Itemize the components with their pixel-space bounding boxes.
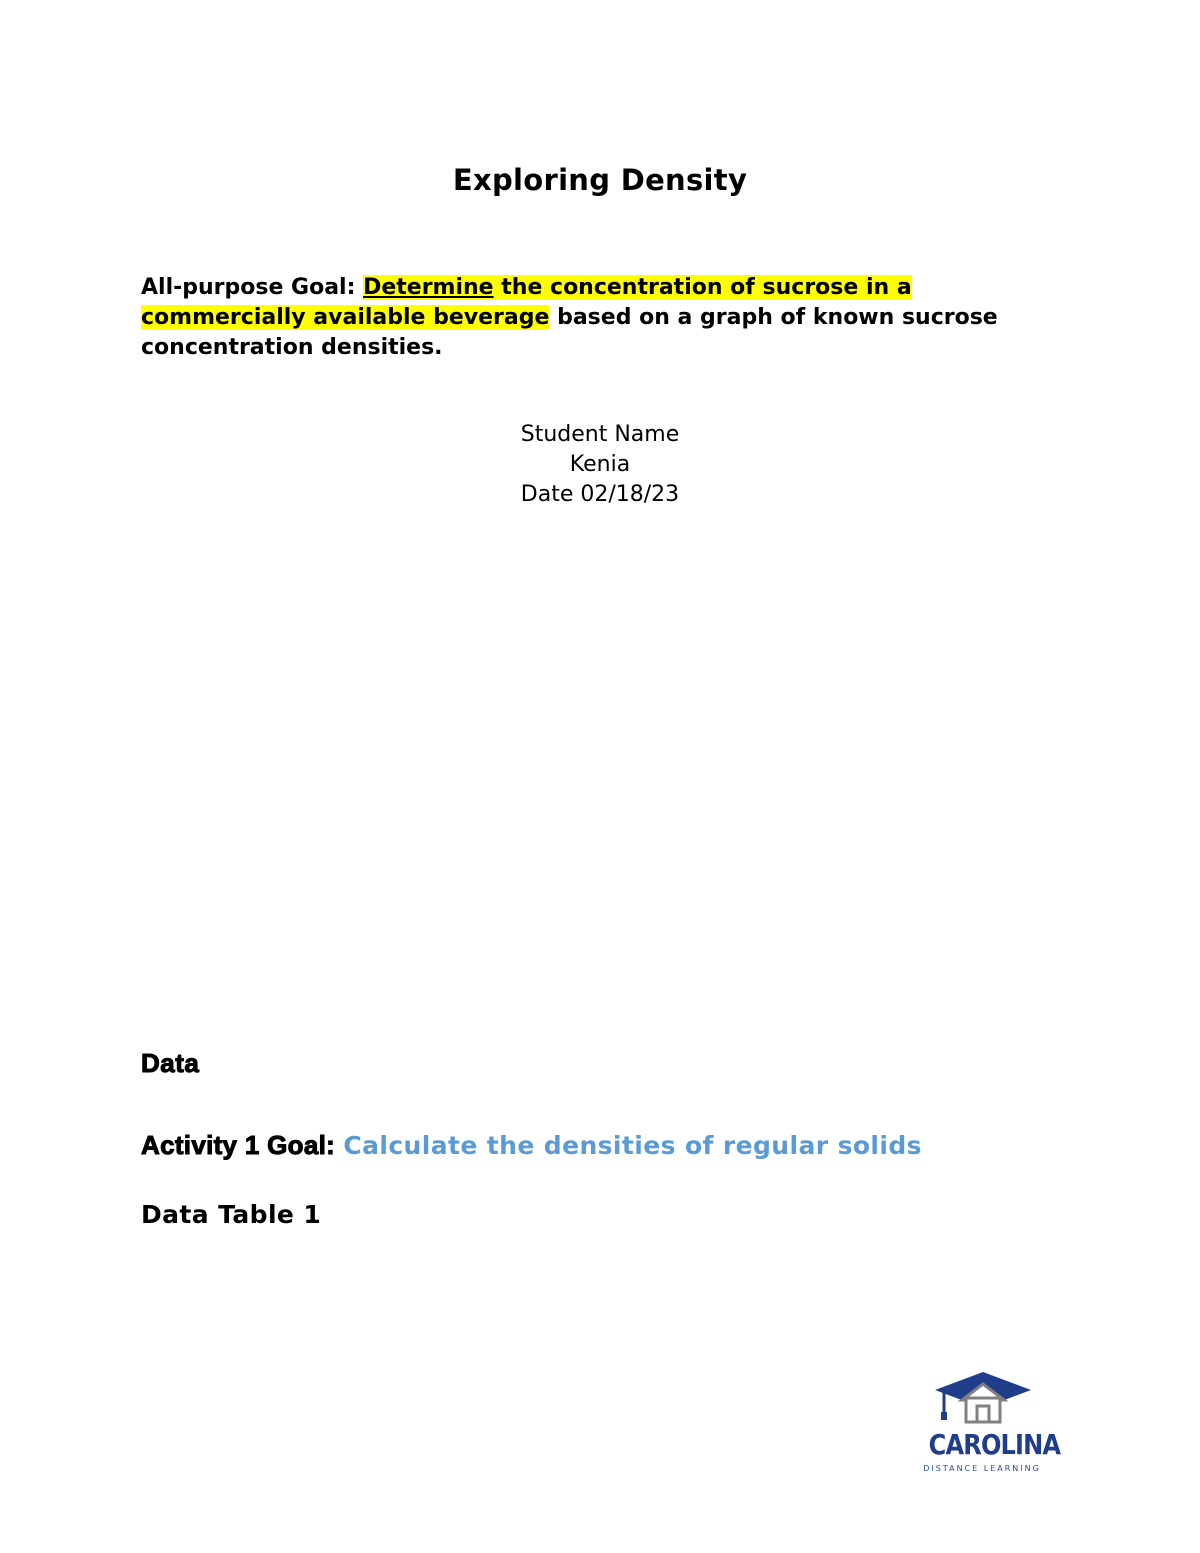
goal-highlight-line2: commercially available beverage	[141, 305, 550, 330]
activity1-goal-label: Activity 1 Goal:	[141, 1130, 336, 1160]
carolina-logo	[918, 1370, 1061, 1478]
goal-highlight-underlined: Determine	[363, 275, 494, 300]
student-name-label: Student Name	[520, 422, 680, 447]
logo-subtitle: DISTANCE LEARNING	[923, 1464, 1041, 1473]
goal-highlight-line1: the concentration of sucrose in a	[493, 275, 912, 300]
page-title: Exploring Density	[452, 163, 748, 197]
activity1-goal-text: Calculate the densities of regular solids	[343, 1131, 922, 1160]
student-name-value: Kenia	[569, 452, 631, 477]
graduation-house-icon	[918, 1370, 1048, 1430]
student-date: Date 02/18/23	[520, 482, 680, 507]
data-heading: Data	[141, 1048, 200, 1078]
goal-label: All-purpose Goal:	[141, 275, 356, 300]
activity1-goal	[141, 1130, 922, 1161]
goal-plain-rest: based on a graph of known sucrose concentration densities.	[141, 305, 998, 360]
data-table-1-heading: Data Table 1	[141, 1200, 322, 1229]
all-purpose-goal	[141, 273, 1081, 363]
logo-wordmark: CAROLINA	[928, 1428, 1061, 1461]
student-info	[0, 420, 1200, 510]
